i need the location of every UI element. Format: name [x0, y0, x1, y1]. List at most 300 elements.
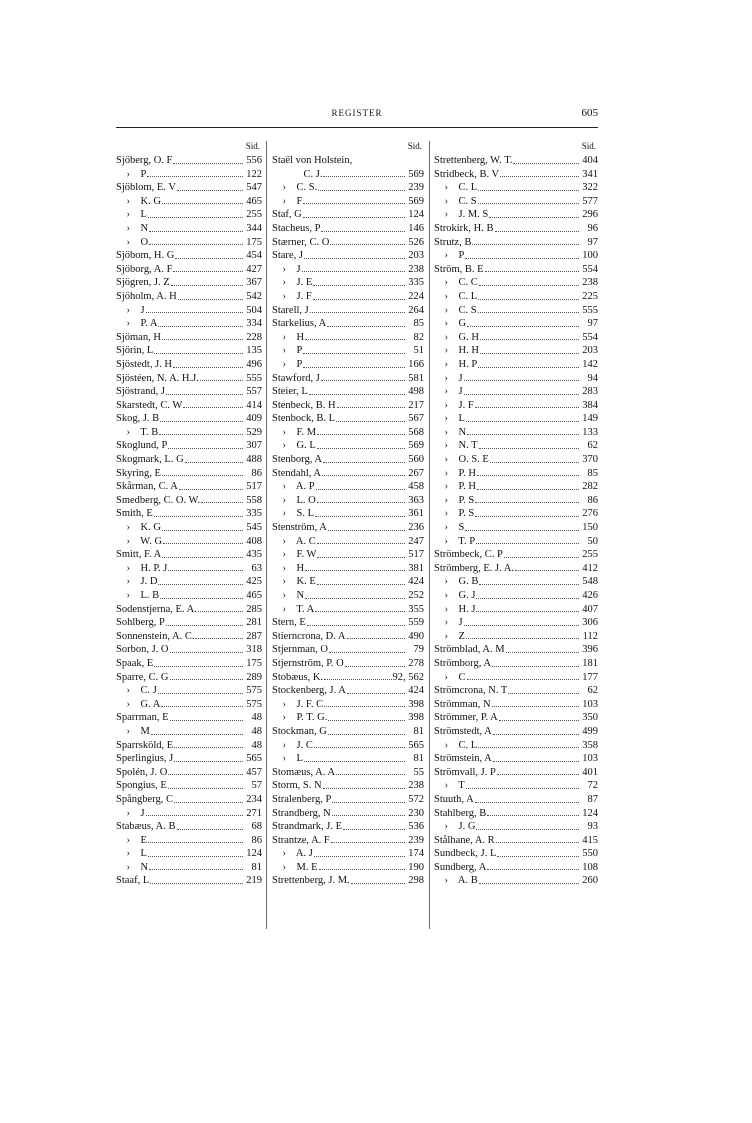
index-entry — [434, 263, 598, 277]
leader-dots — [162, 521, 243, 531]
entry-name: Strantze, A. F — [272, 834, 330, 846]
leader-dots — [475, 494, 579, 504]
entry-name: › J. F — [272, 290, 312, 302]
entry-page: 358 — [582, 739, 598, 751]
entry-page: 181 — [582, 657, 598, 669]
leader-dots — [201, 494, 243, 504]
entry-page: 396 — [582, 644, 598, 656]
leader-dots — [497, 766, 579, 776]
entry-name: Ström, B. E — [434, 263, 484, 275]
leader-dots — [479, 439, 579, 449]
entry-name: › G. A — [116, 698, 161, 710]
entry-page: 51 — [413, 345, 424, 357]
leader-dots — [166, 385, 243, 395]
index-entry — [272, 439, 424, 453]
entry-page: 554 — [582, 331, 598, 343]
index-entry — [116, 480, 262, 494]
leader-dots — [317, 494, 405, 504]
entry-page: 278 — [408, 657, 424, 669]
index-entry — [272, 358, 424, 372]
index-entry — [116, 208, 262, 222]
entry-page: 415 — [582, 834, 598, 846]
entry-name: › F. W — [272, 549, 317, 561]
entry-page: 260 — [582, 875, 598, 887]
entry-page: 135 — [246, 345, 262, 357]
entry-page: 62 — [587, 685, 598, 697]
leader-dots — [464, 372, 579, 382]
leader-dots — [146, 304, 243, 314]
entry-name: › P — [272, 345, 303, 357]
index-entry — [272, 684, 424, 698]
index-entry — [272, 793, 424, 807]
leader-dots — [317, 548, 405, 558]
entry-page: 276 — [582, 508, 598, 520]
index-entry — [116, 739, 262, 753]
entry-name: › L — [272, 753, 303, 765]
index-entry — [434, 290, 598, 304]
entry-page: 234 — [246, 793, 262, 805]
leader-dots — [324, 671, 391, 681]
entry-page: 361 — [408, 508, 424, 520]
index-entry — [272, 616, 424, 630]
entry-page: 496 — [246, 358, 262, 370]
index-column-2 — [272, 141, 424, 888]
entry-name: › N — [116, 222, 149, 234]
index-column-1 — [116, 141, 262, 888]
entry-page: 363 — [408, 494, 424, 506]
entry-page: 542 — [246, 290, 262, 302]
entry-name: › A. C — [272, 535, 316, 547]
entry-name: Spångberg, C — [116, 793, 173, 805]
index-entry — [434, 874, 598, 888]
entry-page: 271 — [246, 807, 262, 819]
entry-page: 550 — [582, 848, 598, 860]
leader-dots — [476, 535, 579, 545]
leader-dots — [323, 453, 405, 463]
index-entry — [116, 820, 262, 834]
entry-page: 458 — [408, 481, 424, 493]
entry-page: 575 — [246, 685, 262, 697]
entry-page: 568 — [408, 426, 424, 438]
entry-page: 285 — [246, 603, 262, 615]
entry-name: › J — [434, 386, 463, 398]
index-entry — [116, 222, 262, 236]
entry-name: Sjöstrand, J — [116, 386, 166, 398]
index-entry — [116, 548, 262, 562]
entry-name: Skoglund, P — [116, 440, 168, 452]
leader-dots — [317, 535, 405, 545]
leader-dots — [168, 779, 243, 789]
leader-dots — [195, 630, 243, 640]
entry-page: 68 — [251, 821, 262, 833]
entry-name: › L — [434, 413, 465, 425]
entry-name: Sjögren, J. Z — [116, 277, 170, 289]
index-entry — [116, 562, 262, 576]
leader-dots — [309, 385, 405, 395]
index-entry — [272, 276, 424, 290]
entry-name: Smedberg, C. O. W. — [116, 494, 201, 506]
entry-page: 548 — [582, 576, 598, 588]
entry-page: 97 — [587, 236, 598, 248]
index-entry — [434, 575, 598, 589]
leader-dots — [323, 779, 405, 789]
entry-name: Stockenberg, J. A — [272, 685, 346, 697]
entry-page: 398 — [408, 698, 424, 710]
index-entry — [434, 779, 598, 793]
entry-page: 425 — [246, 576, 262, 588]
entry-page: 350 — [582, 712, 598, 724]
leader-dots — [314, 739, 405, 749]
entry-name: › J — [434, 617, 463, 629]
entry-page: 86 — [251, 834, 262, 846]
index-entry — [434, 739, 598, 753]
entry-name: › A. P — [272, 481, 315, 493]
leader-dots — [464, 385, 579, 395]
entry-page: 81 — [413, 725, 424, 737]
index-entry — [434, 236, 598, 250]
index-entry — [116, 725, 262, 739]
entry-page: 557 — [246, 386, 262, 398]
entry-name: › H. H — [434, 345, 479, 357]
index-entry — [434, 385, 598, 399]
index-entry — [272, 236, 424, 250]
index-entry — [434, 276, 598, 290]
entry-page: 133 — [582, 426, 598, 438]
index-columns — [116, 141, 598, 941]
leader-dots — [480, 344, 579, 354]
index-entry — [272, 739, 424, 753]
entry-name: Stierncrona, D. A — [272, 630, 346, 642]
index-entry — [434, 521, 598, 535]
index-entry — [116, 385, 262, 399]
leader-dots — [315, 507, 405, 517]
entry-name: › G. H — [434, 331, 479, 343]
index-entry — [272, 671, 424, 685]
index-entry — [272, 643, 424, 657]
index-entry — [272, 399, 424, 413]
entry-page: 175 — [246, 236, 262, 248]
entry-page: 267 — [408, 467, 424, 479]
entry-page: 517 — [246, 481, 262, 493]
leader-dots — [323, 168, 405, 178]
leader-dots — [492, 698, 579, 708]
entry-name: Sohlberg, P — [116, 617, 165, 629]
entry-name: Stawford, J — [272, 372, 320, 384]
entry-page: 146 — [408, 222, 424, 234]
entry-page: 355 — [408, 603, 424, 615]
leader-dots — [154, 344, 243, 354]
index-entry — [434, 684, 598, 698]
entry-page: 57 — [251, 780, 262, 792]
index-entry — [272, 195, 424, 209]
leader-dots — [476, 820, 579, 830]
entry-name: Stobæus, K. — [272, 671, 324, 683]
index-column-3 — [434, 141, 598, 888]
index-entry — [116, 711, 262, 725]
index-entry — [272, 779, 424, 793]
entry-name: Smith, E — [116, 508, 153, 520]
leader-dots — [347, 630, 406, 640]
entry-name: Spongius, E — [116, 780, 167, 792]
index-entry — [434, 630, 598, 644]
entry-name: Strandberg, N — [272, 807, 331, 819]
index-entry — [116, 276, 262, 290]
leader-dots — [149, 236, 243, 246]
entry-name: Sjöblom, E. V — [116, 182, 176, 194]
index-entry — [272, 657, 424, 671]
entry-page: 404 — [582, 155, 598, 166]
entry-name: › C. L — [434, 739, 478, 751]
entry-name: Strandmark, J. E — [272, 821, 342, 833]
entry-name: › K. G — [116, 522, 161, 534]
leader-dots — [173, 154, 243, 164]
entry-page: 296 — [582, 209, 598, 221]
index-entry — [434, 807, 598, 821]
leader-dots — [148, 847, 243, 857]
entry-page: 112 — [582, 630, 598, 642]
entry-page: 230 — [408, 807, 424, 819]
index-entry — [434, 698, 598, 712]
leader-dots — [313, 276, 405, 286]
leader-dots — [305, 331, 405, 341]
index-entry — [116, 236, 262, 250]
entry-page: 282 — [582, 481, 598, 493]
leader-dots — [479, 575, 579, 585]
leader-dots — [478, 195, 579, 205]
entry-page: 559 — [408, 617, 424, 629]
leader-dots — [329, 643, 405, 653]
index-entry — [272, 385, 424, 399]
entry-page: 558 — [246, 494, 262, 506]
leader-dots — [466, 412, 579, 422]
index-entry — [116, 521, 262, 535]
entry-name: › W. G — [116, 535, 163, 547]
entry-name: Sjöholm, A. H — [116, 290, 177, 302]
column-divider — [266, 141, 267, 929]
entry-name: › M. E — [272, 861, 318, 873]
running-title: REGISTER — [331, 108, 383, 118]
entry-name: Strömvall, J. P — [434, 766, 496, 778]
entry-page: 149 — [582, 413, 598, 425]
index-entry — [272, 861, 424, 875]
entry-page: 334 — [246, 318, 262, 330]
index-entry — [434, 725, 598, 739]
entry-page: 488 — [246, 454, 262, 466]
entry-name: Smitt, F. A — [116, 549, 162, 561]
entry-page: 82 — [413, 331, 424, 343]
leader-dots — [170, 711, 244, 721]
index-entry — [272, 603, 424, 617]
leader-dots — [332, 793, 405, 803]
index-entry — [272, 562, 424, 576]
index-entry — [434, 154, 598, 168]
leader-dots — [466, 779, 579, 789]
leader-dots — [495, 222, 579, 232]
leader-dots — [493, 752, 579, 762]
index-entry — [116, 643, 262, 657]
entry-name: Strömberg, E. J. A. — [434, 562, 515, 574]
entry-name: › J — [116, 304, 145, 316]
leader-dots — [467, 426, 579, 436]
leader-dots — [489, 208, 579, 218]
entry-name: Stendahl, A — [272, 467, 321, 479]
index-entry — [116, 603, 262, 617]
index-entry — [116, 467, 262, 481]
entry-page: 567 — [408, 413, 424, 425]
entry-name: › T — [434, 780, 465, 792]
entry-page: 335 — [408, 277, 424, 289]
index-entry — [272, 249, 424, 263]
index-entry — [272, 372, 424, 386]
entry-name: › K. G — [116, 195, 161, 207]
entry-name: Strömcrona, N. T — [434, 685, 508, 697]
entry-name: › P. S — [434, 494, 475, 506]
entry-name: Sparrman, E — [116, 712, 169, 724]
entry-name: Strömborg, A — [434, 657, 491, 669]
index-entry — [116, 290, 262, 304]
leader-dots — [304, 249, 405, 259]
index-entry — [272, 263, 424, 277]
entry-page: 48 — [251, 739, 262, 751]
entry-name: Stjernman, O — [272, 644, 328, 656]
leader-dots — [467, 317, 579, 327]
entry-page: 96 — [587, 222, 598, 234]
index-entry — [272, 208, 424, 222]
index-entry — [116, 575, 262, 589]
entry-page: 174 — [408, 848, 424, 860]
leader-dots — [492, 657, 579, 667]
leader-dots — [337, 399, 405, 409]
entry-page: 569 — [408, 168, 424, 180]
entry-name: › O — [116, 236, 149, 248]
page-header — [116, 108, 598, 122]
entry-page: 97 — [587, 318, 598, 330]
entry-name: › P. A — [116, 318, 158, 330]
entry-page: 572 — [408, 793, 424, 805]
leader-dots — [185, 453, 243, 463]
entry-page: 409 — [246, 413, 262, 425]
entry-page: 87 — [587, 793, 598, 805]
index-entry — [116, 317, 262, 331]
leader-dots — [317, 426, 405, 436]
entry-page: 424 — [408, 576, 424, 588]
entry-page: 289 — [246, 671, 262, 683]
index-entry — [116, 331, 262, 345]
leader-dots — [487, 807, 579, 817]
index-entry — [272, 331, 424, 345]
leader-dots — [162, 548, 243, 558]
entry-page: 398 — [408, 712, 424, 724]
entry-page: 465 — [246, 590, 262, 601]
entry-page: 124 — [246, 848, 262, 860]
leader-dots — [148, 834, 243, 844]
leader-dots — [175, 249, 243, 259]
entry-name: Strömman, N — [434, 698, 491, 710]
entry-page: 367 — [246, 277, 262, 289]
leader-dots — [310, 304, 405, 314]
entry-page: 581 — [408, 372, 424, 384]
leader-dots — [149, 222, 243, 232]
leader-dots — [322, 467, 405, 477]
sid-label: Sid. — [245, 141, 260, 151]
index-entry — [272, 807, 424, 821]
index-entry — [116, 412, 262, 426]
leader-dots — [307, 616, 405, 626]
entry-name: Starkelius, A — [272, 318, 327, 330]
entry-name: Strettenberg, W. T. — [434, 155, 513, 166]
entry-page: 177 — [582, 671, 598, 683]
entry-page: 454 — [246, 250, 262, 262]
leader-dots — [330, 236, 405, 246]
entry-name: › C. C — [434, 277, 478, 289]
entry-name: Strömbeck, C. P — [434, 549, 503, 561]
index-entry — [434, 249, 598, 263]
leader-dots — [179, 480, 243, 490]
entry-page: 255 — [246, 209, 262, 221]
entry-name: Stridbeck, B. V — [434, 168, 500, 180]
leader-dots — [162, 467, 243, 477]
entry-page: 48 — [251, 712, 262, 724]
entry-page: 238 — [408, 263, 424, 275]
leader-dots — [304, 752, 405, 762]
entry-name: › C. S — [434, 304, 477, 316]
index-entry — [272, 480, 424, 494]
index-entry — [272, 168, 424, 182]
index-entry — [434, 222, 598, 236]
leader-dots — [313, 290, 405, 300]
index-entry — [434, 467, 598, 481]
entry-page: 435 — [246, 549, 262, 561]
entry-page: 457 — [246, 766, 262, 778]
leader-dots — [343, 820, 405, 830]
entry-page: 142 — [582, 358, 598, 370]
leader-dots — [487, 861, 579, 871]
leader-dots — [316, 480, 405, 490]
entry-page: 344 — [246, 222, 262, 234]
leader-dots — [490, 453, 579, 463]
leader-dots — [149, 861, 243, 871]
index-entry — [272, 847, 424, 861]
index-entry — [434, 535, 598, 549]
entry-name: Stenbeck, B. H — [272, 399, 336, 411]
entry-name: › L. B — [116, 590, 160, 601]
leader-dots — [331, 834, 405, 844]
leader-dots — [317, 439, 405, 449]
entry-page: 504 — [246, 304, 262, 316]
entry-name: Skarstedt, C. W — [116, 399, 183, 411]
index-entry — [434, 766, 598, 780]
index-entry — [116, 426, 262, 440]
entry-name: › P — [272, 358, 303, 370]
leader-dots — [305, 562, 405, 572]
entry-page: 239 — [408, 834, 424, 846]
index-entry — [434, 168, 598, 182]
leader-dots — [168, 562, 243, 572]
entry-name: › H — [272, 562, 305, 574]
index-entry — [116, 766, 262, 780]
leader-dots — [477, 467, 579, 477]
index-entry — [272, 589, 424, 603]
entry-name: › H. P — [434, 358, 478, 370]
leader-dots — [478, 290, 579, 300]
entry-name: Stare, J — [272, 250, 303, 262]
leader-dots — [314, 847, 405, 857]
index-entry — [434, 793, 598, 807]
index-entry — [116, 671, 262, 685]
entry-name: › H. J — [434, 603, 476, 615]
entry-name: › C. L — [434, 290, 478, 302]
index-entry — [434, 616, 598, 630]
